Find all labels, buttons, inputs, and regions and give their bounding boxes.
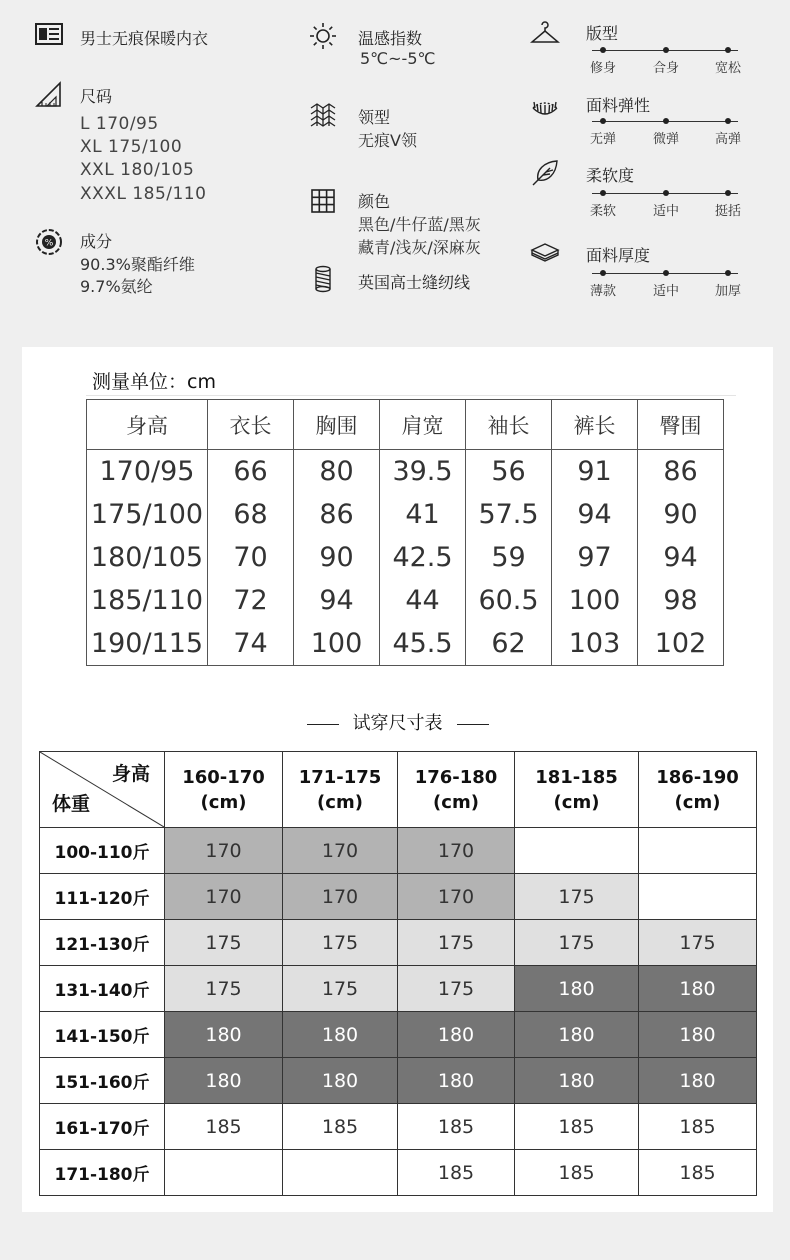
table-cell: 185/110 bbox=[87, 579, 208, 622]
weight-range-label: 151-160斤 bbox=[40, 1058, 165, 1104]
range-text: 176-180 bbox=[414, 766, 498, 788]
scale-title-elasticity: 面料弹性 bbox=[586, 96, 651, 115]
size-cell: 180 bbox=[398, 1012, 515, 1058]
composition-line-1: 90.3%聚酯纤维 bbox=[80, 255, 195, 274]
table-cell: 62 bbox=[466, 622, 552, 666]
size-chart-card bbox=[22, 347, 773, 1212]
size-cell: 175 bbox=[283, 966, 398, 1012]
range-unit: (cm) bbox=[433, 791, 479, 813]
size-cell: 180 bbox=[515, 1012, 639, 1058]
header-shoulder: 肩宽 bbox=[380, 400, 466, 450]
size-cell: 180 bbox=[639, 1012, 757, 1058]
temperature-value: 5℃~-5℃ bbox=[360, 49, 436, 68]
size-cell: 185 bbox=[398, 1150, 515, 1196]
size-cell: 180 bbox=[515, 966, 639, 1012]
table-cell: 94 bbox=[638, 536, 724, 579]
collar-value: 无痕V领 bbox=[358, 131, 417, 150]
size-cell: 175 bbox=[165, 920, 283, 966]
size-cell: 180 bbox=[515, 1058, 639, 1104]
corner-header bbox=[40, 752, 165, 828]
table-cell: 86 bbox=[638, 450, 724, 494]
table-cell: 97 bbox=[552, 536, 638, 579]
shirt-card-icon bbox=[34, 19, 64, 49]
size-cell bbox=[515, 828, 639, 874]
scale-title-fit: 版型 bbox=[586, 24, 619, 43]
table-row bbox=[87, 622, 724, 666]
table-row bbox=[40, 1104, 757, 1150]
range-text: 160-170 bbox=[182, 766, 265, 788]
height-range-header bbox=[165, 752, 283, 828]
table-cell: 98 bbox=[638, 579, 724, 622]
size-cell: 180 bbox=[165, 1058, 283, 1104]
size-cell: 175 bbox=[398, 920, 515, 966]
range-unit: (cm) bbox=[553, 791, 600, 813]
size-cell bbox=[639, 874, 757, 920]
collar-title: 领型 bbox=[358, 108, 391, 127]
range-text: 186-190 bbox=[656, 766, 739, 788]
table-cell: 39.5 bbox=[380, 450, 466, 494]
size-cell: 175 bbox=[165, 966, 283, 1012]
height-range-header bbox=[283, 752, 398, 828]
size-cell: 185 bbox=[515, 1104, 639, 1150]
divider bbox=[86, 395, 736, 396]
sun-icon bbox=[308, 21, 338, 51]
table-cell: 103 bbox=[552, 622, 638, 666]
trial-size-table bbox=[39, 751, 757, 1196]
range-text: 181-185 bbox=[535, 766, 618, 788]
thread-title: 英国高士缝纫线 bbox=[358, 273, 471, 292]
size-cell: 175 bbox=[398, 966, 515, 1012]
table-cell: 180/105 bbox=[87, 536, 208, 579]
size-cell: 175 bbox=[515, 920, 639, 966]
thickness-scale-label-3: 加厚 bbox=[714, 284, 742, 299]
fit-scale-label-1: 修身 bbox=[589, 61, 617, 76]
thickness-scale-label-2: 适中 bbox=[652, 284, 680, 299]
scale-title-softness: 柔软度 bbox=[586, 166, 635, 185]
size-cell: 180 bbox=[283, 1012, 398, 1058]
range-text: 171-175 bbox=[298, 766, 382, 788]
softness-scale-label-1: 柔软 bbox=[589, 204, 617, 219]
scale-title-thickness: 面料厚度 bbox=[586, 246, 651, 265]
table-cell: 45.5 bbox=[380, 622, 466, 666]
measurement-table bbox=[86, 399, 724, 666]
table-cell: 41 bbox=[380, 493, 466, 536]
table-cell: 59 bbox=[466, 536, 552, 579]
size-cell: 185 bbox=[398, 1104, 515, 1150]
table-cell: 66 bbox=[208, 450, 294, 494]
height-range-header bbox=[515, 752, 639, 828]
size-cell: 170 bbox=[398, 874, 515, 920]
size-cell: 180 bbox=[639, 1058, 757, 1104]
header-sleeve: 袖长 bbox=[466, 400, 552, 450]
color-line-2: 藏青/浅灰/深麻灰 bbox=[358, 238, 481, 257]
size-cell: 170 bbox=[398, 828, 515, 874]
table-cell: 70 bbox=[208, 536, 294, 579]
size-line-2: XL 175/100 bbox=[80, 137, 183, 157]
elasticity-scale-label-2: 微弹 bbox=[652, 132, 680, 147]
table-cell: 90 bbox=[638, 493, 724, 536]
trial-size-title bbox=[22, 709, 773, 735]
softness-scale bbox=[589, 188, 742, 219]
divider bbox=[457, 724, 489, 725]
size-cell: 185 bbox=[515, 1150, 639, 1196]
table-cell: 74 bbox=[208, 622, 294, 666]
spring-coil-icon bbox=[530, 94, 560, 124]
table-cell: 190/115 bbox=[87, 622, 208, 666]
thickness-scale-label-1: 薄款 bbox=[589, 284, 617, 299]
header-height: 身高 bbox=[87, 400, 208, 450]
table-cell: 175/100 bbox=[87, 493, 208, 536]
size-line-3: XXL 180/105 bbox=[80, 160, 195, 180]
table-cell: 57.5 bbox=[466, 493, 552, 536]
color-title: 颜色 bbox=[358, 192, 391, 211]
fit-scale-label-3: 宽松 bbox=[714, 61, 742, 76]
corner-height-label: 身高 bbox=[111, 763, 150, 785]
size-cell bbox=[639, 828, 757, 874]
softness-scale-label-3: 挺括 bbox=[714, 204, 742, 219]
measurement-header-row bbox=[87, 400, 724, 450]
size-cell: 170 bbox=[165, 874, 283, 920]
fit-scale bbox=[589, 45, 742, 76]
table-cell: 86 bbox=[294, 493, 380, 536]
weight-range-label: 161-170斤 bbox=[40, 1104, 165, 1150]
range-unit: (cm) bbox=[317, 791, 363, 813]
table-row bbox=[87, 536, 724, 579]
table-cell: 44 bbox=[380, 579, 466, 622]
table-cell: 72 bbox=[208, 579, 294, 622]
grid-icon bbox=[308, 186, 338, 216]
table-cell: 42.5 bbox=[380, 536, 466, 579]
size-cell bbox=[165, 1150, 283, 1196]
table-cell: 80 bbox=[294, 450, 380, 494]
table-row bbox=[40, 1012, 757, 1058]
thread-spool-icon bbox=[308, 264, 338, 294]
table-row bbox=[87, 579, 724, 622]
table-cell: 60.5 bbox=[466, 579, 552, 622]
table-cell: 90 bbox=[294, 536, 380, 579]
weight-range-label: 100-110斤 bbox=[40, 828, 165, 874]
table-row bbox=[40, 874, 757, 920]
size-cell: 185 bbox=[165, 1104, 283, 1150]
softness-scale-label-2: 适中 bbox=[652, 204, 680, 219]
size-cell: 180 bbox=[398, 1058, 515, 1104]
size-cell: 170 bbox=[165, 828, 283, 874]
table-row bbox=[40, 966, 757, 1012]
header-hip: 臀围 bbox=[638, 400, 724, 450]
size-cell: 175 bbox=[515, 874, 639, 920]
table-row bbox=[40, 1150, 757, 1196]
composition-line-2: 9.7%氨纶 bbox=[80, 277, 153, 296]
size-cell: 170 bbox=[283, 828, 398, 874]
table-row bbox=[40, 1058, 757, 1104]
table-cell: 94 bbox=[552, 493, 638, 536]
header-pants: 裤长 bbox=[552, 400, 638, 450]
table-cell: 91 bbox=[552, 450, 638, 494]
table-cell: 68 bbox=[208, 493, 294, 536]
table-cell: 100 bbox=[552, 579, 638, 622]
measurement-unit-label: 测量单位：cm bbox=[92, 371, 216, 393]
header-length: 衣长 bbox=[208, 400, 294, 450]
trial-header-row bbox=[40, 752, 757, 828]
table-row bbox=[40, 828, 757, 874]
size-line-4: XXXL 185/110 bbox=[80, 184, 207, 204]
thickness-scale bbox=[589, 268, 742, 299]
table-cell: 94 bbox=[294, 579, 380, 622]
elasticity-scale bbox=[589, 116, 742, 147]
size-cell: 180 bbox=[165, 1012, 283, 1058]
size-cell: 175 bbox=[283, 920, 398, 966]
composition-title: 成分 bbox=[80, 232, 113, 251]
weight-range-label: 131-140斤 bbox=[40, 966, 165, 1012]
header-chest: 胸围 bbox=[294, 400, 380, 450]
size-cell: 180 bbox=[283, 1058, 398, 1104]
size-cell: 175 bbox=[639, 920, 757, 966]
weight-range-label: 141-150斤 bbox=[40, 1012, 165, 1058]
divider bbox=[307, 724, 339, 725]
table-cell: 170/95 bbox=[87, 450, 208, 494]
elasticity-scale-label-3: 高弹 bbox=[714, 132, 742, 147]
size-cell: 185 bbox=[283, 1104, 398, 1150]
range-unit: (cm) bbox=[674, 791, 721, 813]
svg-text:%: % bbox=[44, 238, 54, 249]
knit-pattern-icon bbox=[308, 100, 338, 130]
temperature-title: 温感指数 bbox=[358, 29, 423, 48]
size-title: 尺码 bbox=[80, 87, 113, 106]
corner-weight-label: 体重 bbox=[52, 793, 91, 815]
table-row bbox=[87, 450, 724, 494]
table-row bbox=[40, 920, 757, 966]
table-cell: 100 bbox=[294, 622, 380, 666]
fabric-stack-icon bbox=[530, 238, 560, 268]
hanger-icon bbox=[530, 18, 560, 48]
height-range-header bbox=[398, 752, 515, 828]
size-line-1: L 170/95 bbox=[80, 114, 159, 134]
table-cell: 102 bbox=[638, 622, 724, 666]
range-unit: (cm) bbox=[200, 791, 247, 813]
ruler-triangle-icon bbox=[34, 80, 64, 110]
size-cell: 185 bbox=[639, 1150, 757, 1196]
size-cell: 185 bbox=[639, 1104, 757, 1150]
percent-circle-icon bbox=[34, 227, 64, 257]
table-cell: 56 bbox=[466, 450, 552, 494]
product-name: 男士无痕保暖内衣 bbox=[80, 29, 209, 48]
weight-range-label: 121-130斤 bbox=[40, 920, 165, 966]
fit-scale-label-2: 合身 bbox=[652, 61, 680, 76]
size-cell: 170 bbox=[283, 874, 398, 920]
elasticity-scale-label-1: 无弹 bbox=[589, 132, 617, 147]
trial-title-text: 试穿尺寸表 bbox=[352, 713, 443, 734]
table-row bbox=[87, 493, 724, 536]
height-range-header bbox=[639, 752, 757, 828]
weight-range-label: 171-180斤 bbox=[40, 1150, 165, 1196]
feather-icon bbox=[530, 158, 560, 188]
color-line-1: 黑色/牛仔蓝/黑灰 bbox=[358, 215, 481, 234]
size-cell: 180 bbox=[639, 966, 757, 1012]
size-cell bbox=[283, 1150, 398, 1196]
weight-range-label: 111-120斤 bbox=[40, 874, 165, 920]
